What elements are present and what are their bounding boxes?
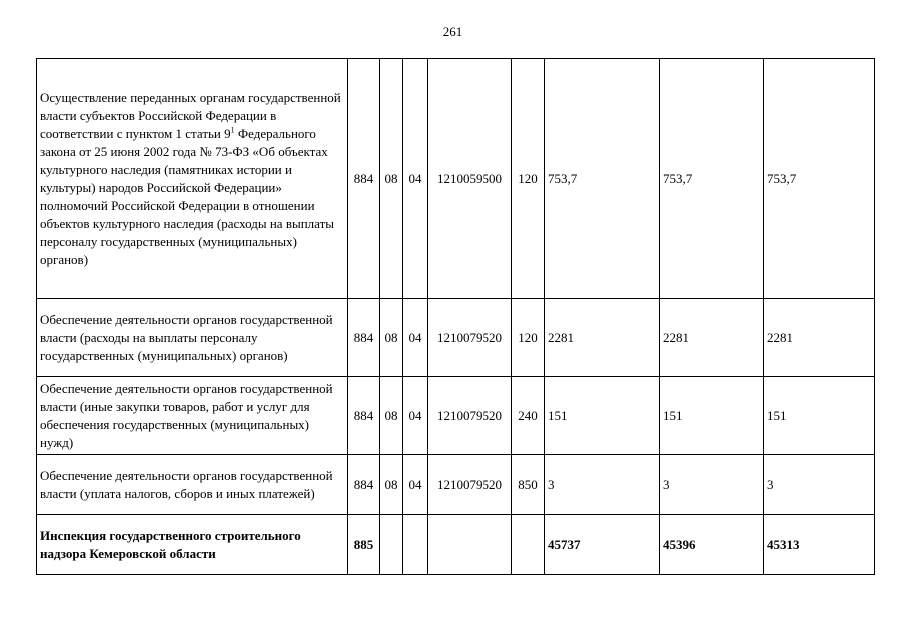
target-item-code — [428, 515, 512, 575]
expense-type-code — [512, 515, 545, 575]
expense-type-code: 240 — [512, 377, 545, 455]
row-description: Осуществление переданных органам государственной власти субъектов Российской Федерации в соответствии с пунктом 1 статьи $9^1$ Федерального закона от 25 июня 2002 года № 73-ФЗ «Об объектах культурного наследия (памятниках истории и культуры) народов Российской Федерации» полномочий Российской Федерации в отношении объектов культурного наследия (расходы на выплаты персоналу государственных (муниципальных) органов) — [37, 59, 348, 299]
subsection-code: 04 — [403, 377, 428, 455]
amount-year-2: 3 — [660, 455, 764, 515]
expense-type-code: 120 — [512, 59, 545, 299]
ved-code: 884 — [348, 299, 380, 377]
amount-year-1: 3 — [545, 455, 660, 515]
row-description: Обеспечение деятельности органов государственной власти (уплата налогов, сборов и иных платежей) — [37, 455, 348, 515]
subsection-code — [403, 515, 428, 575]
section-code: 08 — [380, 59, 403, 299]
ved-code: 885 — [348, 515, 380, 575]
section-code — [380, 515, 403, 575]
ved-code: 884 — [348, 377, 380, 455]
amount-year-1: 2281 — [545, 299, 660, 377]
target-item-code: 1210079520 — [428, 455, 512, 515]
section-code: 08 — [380, 299, 403, 377]
subsection-code: 04 — [403, 59, 428, 299]
amount-year-3: 151 — [764, 377, 875, 455]
amount-year-2: 2281 — [660, 299, 764, 377]
amount-year-3: 753,7 — [764, 59, 875, 299]
amount-year-1: 753,7 — [545, 59, 660, 299]
row-description: Инспекция государственного строительного надзора Кемеровской области — [37, 515, 348, 575]
amount-year-1: 45737 — [545, 515, 660, 575]
page-number: 261 — [442, 24, 463, 39]
table-row — [37, 455, 875, 515]
amount-year-2: 753,7 — [660, 59, 764, 299]
target-item-code: 1210079520 — [428, 299, 512, 377]
expense-type-code: 120 — [512, 299, 545, 377]
amount-year-3: 3 — [764, 455, 875, 515]
amount-year-3: 2281 — [764, 299, 875, 377]
amount-year-2: 151 — [660, 377, 764, 455]
amount-year-1: 151 — [545, 377, 660, 455]
section-code: 08 — [380, 455, 403, 515]
section-code: 08 — [380, 377, 403, 455]
target-item-code: 1210059500 — [428, 59, 512, 299]
subsection-code: 04 — [403, 455, 428, 515]
table-row — [37, 377, 875, 455]
table-row — [37, 59, 875, 299]
table-row — [37, 515, 875, 575]
amount-year-3: 45313 — [764, 515, 875, 575]
amount-year-2: 45396 — [660, 515, 764, 575]
row-description: Обеспечение деятельности органов государственной власти (расходы на выплаты персоналу государственных (муниципальных) органов) — [37, 299, 348, 377]
budget-table — [36, 58, 875, 575]
ved-code: 884 — [348, 59, 380, 299]
table-row — [37, 299, 875, 377]
row-description: Обеспечение деятельности органов государственной власти (иные закупки товаров, работ и услуг для обеспечения государственных (муниципальных) нужд) — [37, 377, 348, 455]
target-item-code: 1210079520 — [428, 377, 512, 455]
subsection-code: 04 — [403, 299, 428, 377]
expense-type-code: 850 — [512, 455, 545, 515]
ved-code: 884 — [348, 455, 380, 515]
